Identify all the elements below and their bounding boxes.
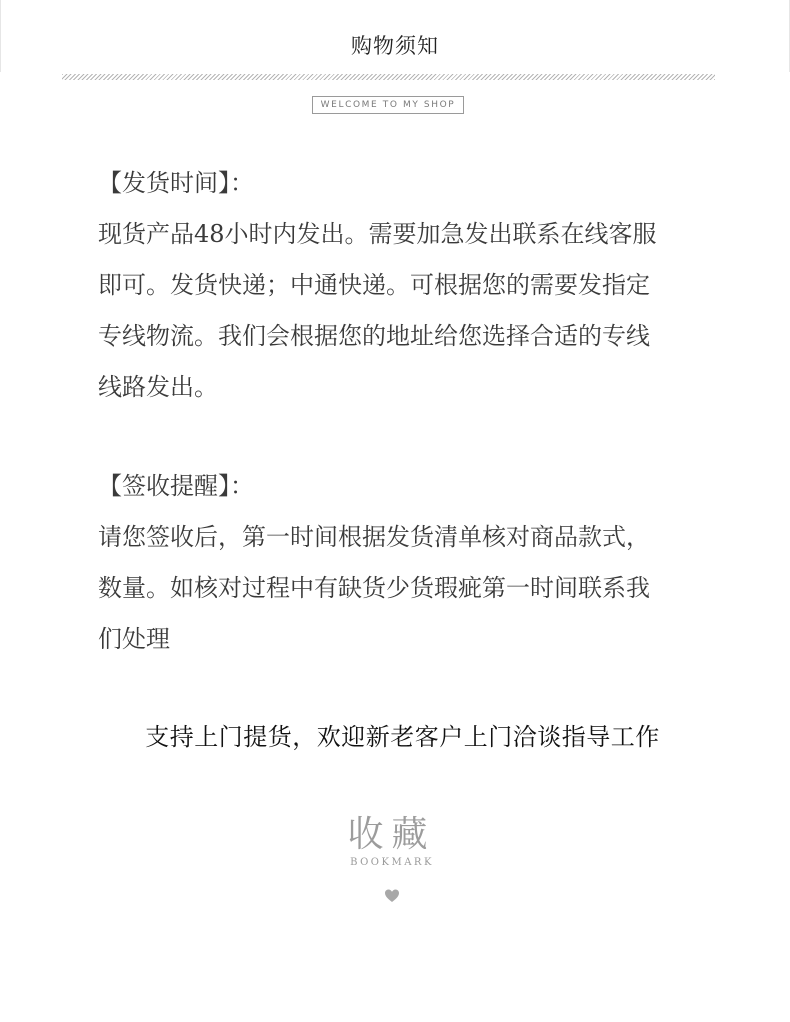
delivery-time-body: [98, 209, 708, 413]
receipt-line-3: 们处理: [98, 625, 170, 653]
delivery-line-1: 现货产品48小时内发出。需要加急发出联系在线客服: [98, 220, 657, 248]
hatched-divider: [62, 74, 715, 80]
delivery-line-3: 专线物流。我们会根据您的地址给您选择合适的专线: [98, 322, 650, 350]
receipt-reminder-section: [98, 469, 708, 665]
page-title: 购物须知: [351, 34, 439, 58]
delivery-line-4: 线路发出。: [98, 373, 218, 401]
bookmark-subtitle: BOOKMARK: [350, 857, 434, 868]
heart-icon[interactable]: [384, 888, 400, 904]
receipt-reminder-body: [98, 512, 708, 665]
receipt-line-2: 数量。如核对过程中有缺货少货瑕疵第一时间联系我: [98, 574, 650, 602]
delivery-line-2: 即可。发货快递；中通快递。可根据您的需要发指定: [98, 271, 650, 299]
delivery-time-heading: 【发货时间】：: [98, 169, 254, 197]
welcome-badge: WELCOME TO MY SHOP: [312, 96, 464, 114]
bookmark-title[interactable]: 收藏: [347, 814, 436, 855]
receipt-reminder-heading: 【签收提醒】：: [98, 472, 254, 500]
pickup-note: 支持上门提货，欢迎新老客户上门洽谈指导工作: [145, 723, 660, 751]
delivery-time-section: [98, 166, 708, 413]
receipt-line-1: 请您签收后，第一时间根据发货清单核对商品款式，: [98, 523, 650, 551]
